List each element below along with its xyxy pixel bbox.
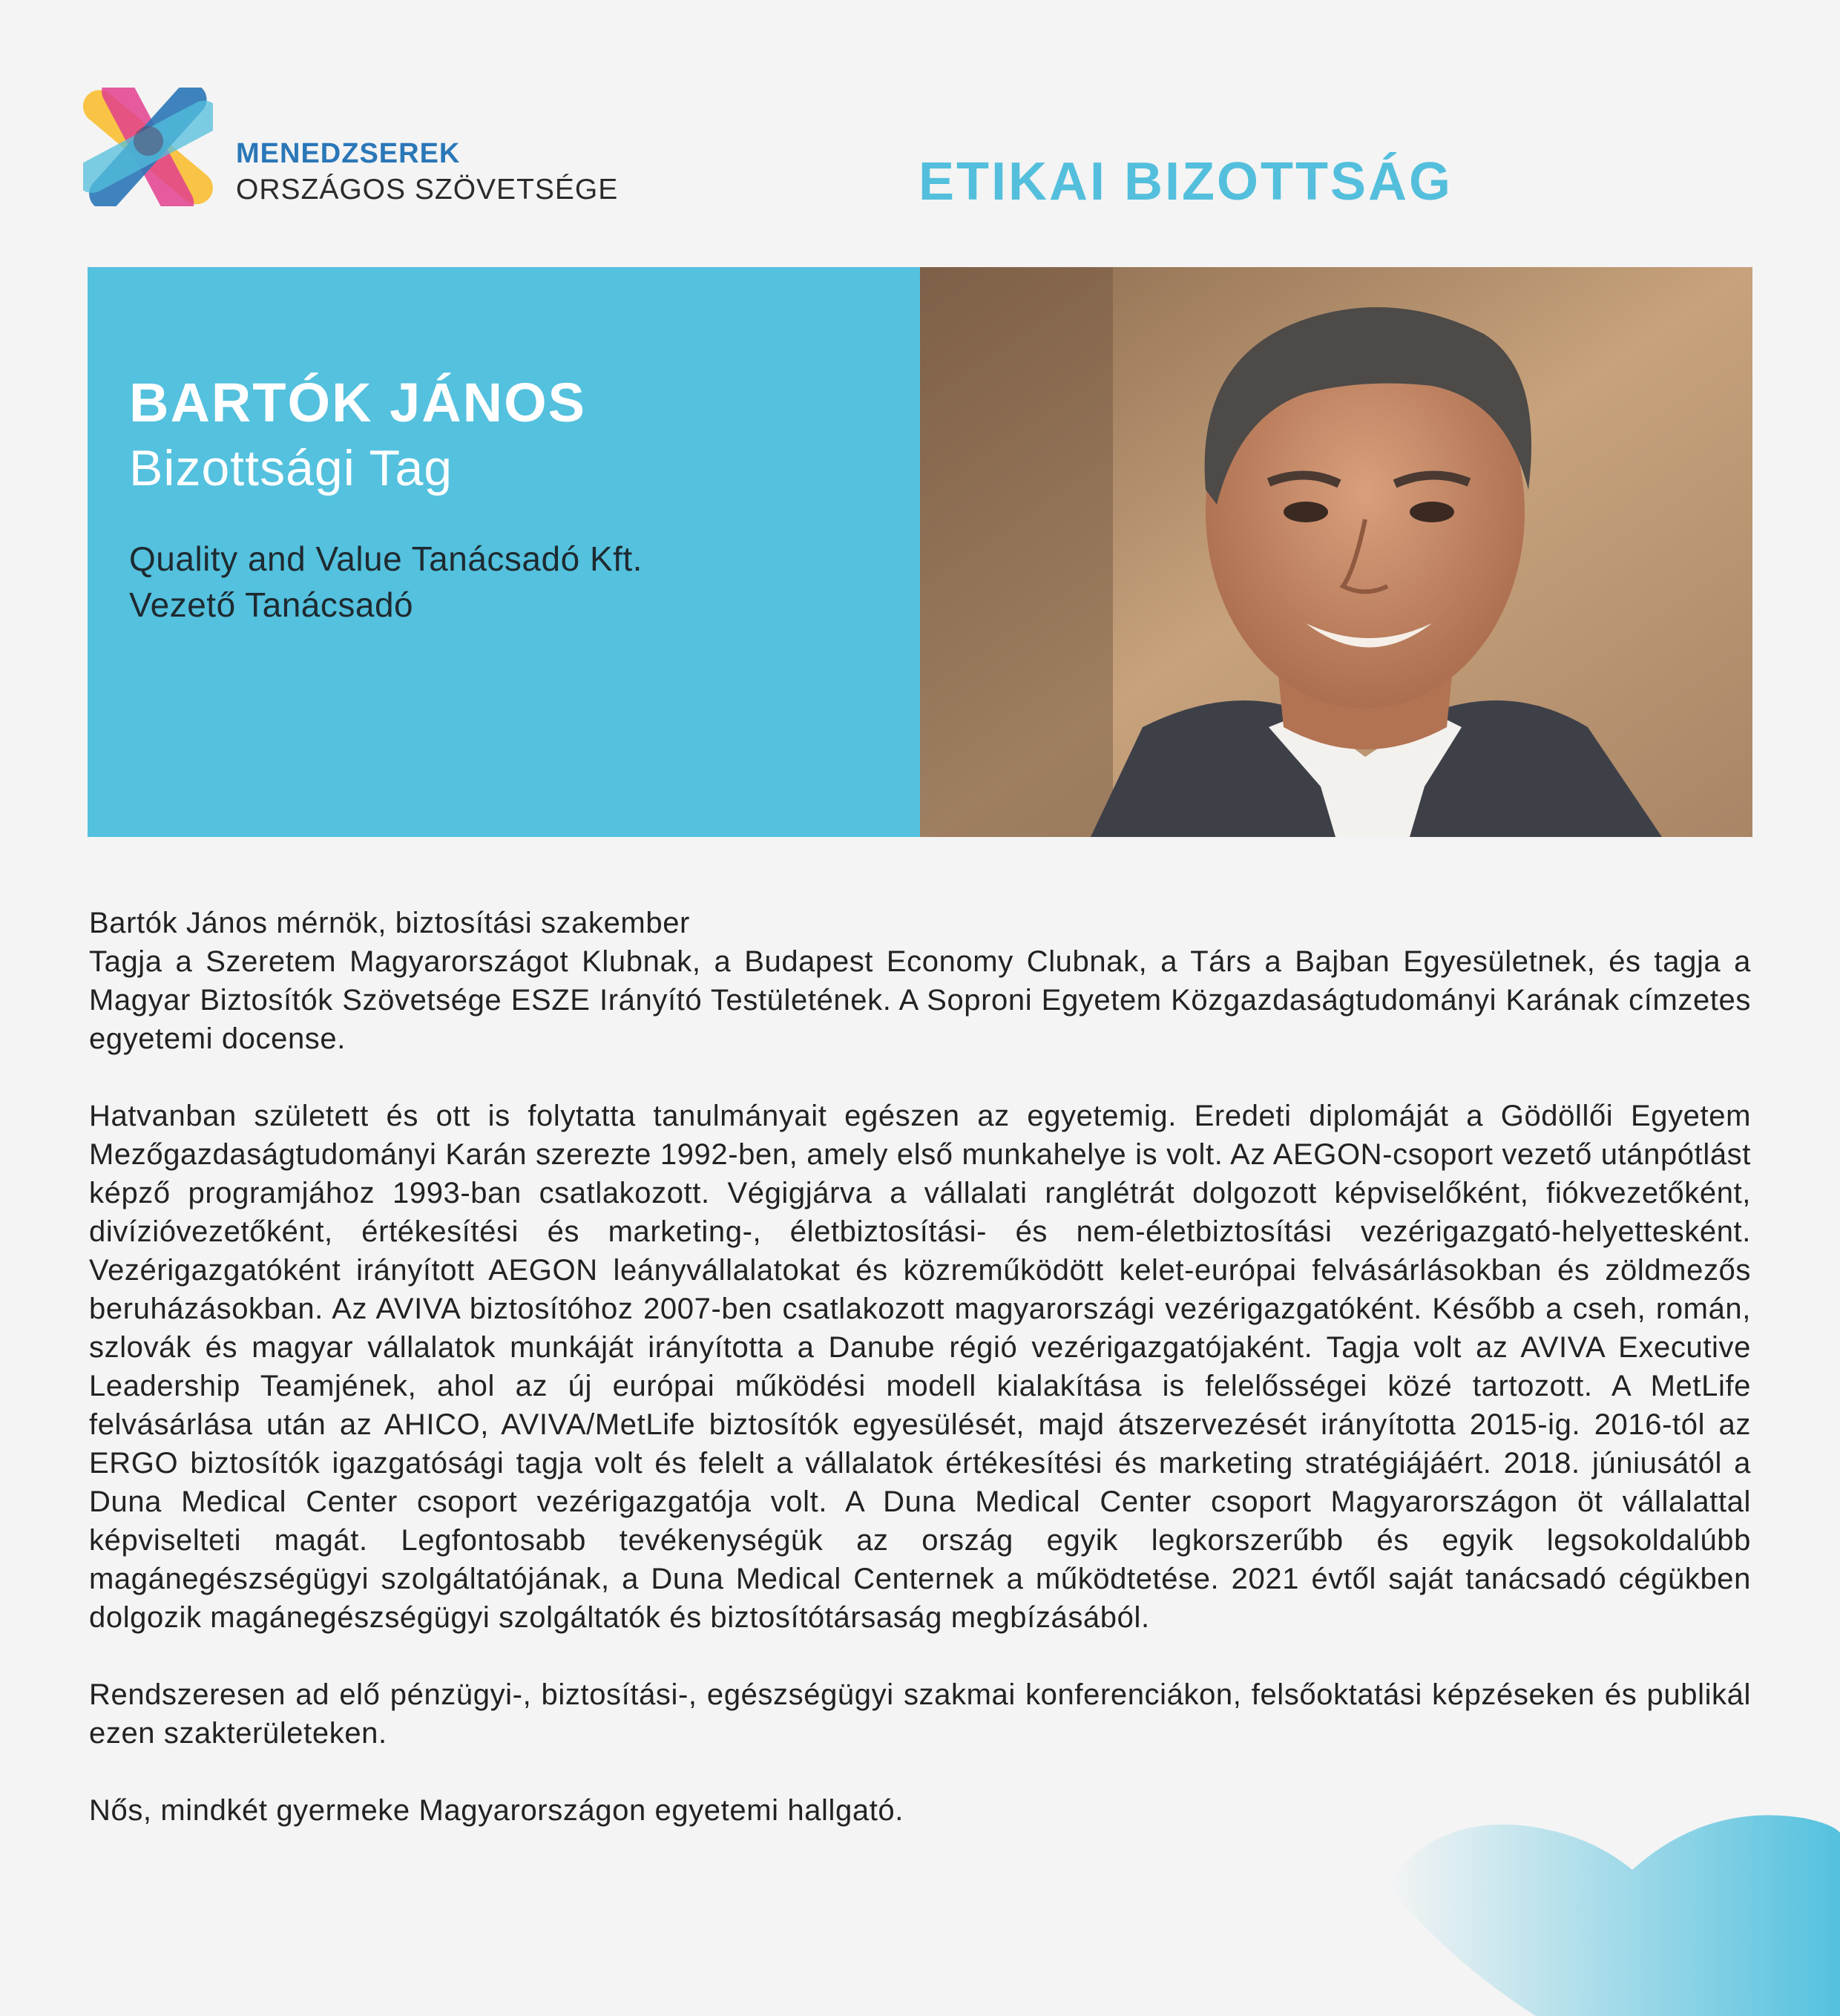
org-name-line2: ORSZÁGOS SZÖVETSÉGE [236, 174, 619, 206]
biography [89, 904, 1751, 1868]
portrait-photo [920, 267, 1752, 837]
job-title: Vezető Tanácsadó [129, 585, 414, 624]
bio-intro-text: Tagja a Szeretem Magyarországot Klubnak, a Budapest Economy Clubnak, a Társ a Bajban Egyesületnek, és tagja a Magyar Biztosítók Szövetsége ESZE Irányító Testületének. A Soproni Egyetem Közgazdaságtudományi Karának címzetes egyetemi docense. [89, 945, 1751, 1055]
org-name-line1: MENEDZSEREK [236, 138, 461, 169]
decorative-wave-shape [1387, 1810, 1840, 2016]
bio-intro-headline: Bartók János mérnök, biztosítási szakember [89, 907, 690, 939]
page-title: ETIKAI BIZOTTSÁG [919, 152, 1453, 211]
person-role: Bizottsági Tag [129, 440, 453, 496]
person-name: BARTÓK JÁNOS [129, 372, 587, 433]
organization-logo-icon [83, 88, 213, 206]
company-name: Quality and Value Tanácsadó Kft. [129, 539, 643, 578]
organization-name [236, 139, 618, 204]
bio-family-paragraph: Nős, mindkét gyermeke Magyarországon egyetemi hallgató. [89, 1794, 904, 1827]
bio-intro-paragraph [89, 904, 1751, 1058]
bio-career-paragraph: Hatvanban született és ott is folytatta tanulmányait egészen az egyetemig. Eredeti diplomáját a Gödöllői Egyetem Mezőgazdaságtudományi Karán szerezte 1992-ben, amely első munkahelye is volt. Az AEGON-csoport vezető utánpótlást képző programjához 1993-ban csatlakozott. Végigjárva a vállalati ranglétrát dolgozott képviselőként, fiókvezetőként, divízióvezetőként, értékesítési és marketing-, életbiztosítási- és nem-életbiztosítási vezérigazgató-helyettesként. Vezérigazgatóként irányított AEGON leányvállalatokat és közreműködött kelet-európai felvásárlásokban és zöldmezős beruházásokban. Az AVIVA biztosítóhoz 2007-ben csatlakozott magyarországi vezérigazgatóként. Később a cseh, román, szlovák és magyar vállalatok munkáját irányította a Danube régió vezérigazgatójaként. Tagja volt az AVIVA Executive Leadership Teamjének, ahol az új európai működési modell kialakítása is felelősségei közé tartozott. A MetLife felvásárlása után az AHICO, AVIVA/MetLife biztosítók egyesülését, majd átszervezését irányította 2015-ig. 2016-tól az ERGO biztosítók igazgatósági tagja volt és felelt a vállalatok értékesítési és marketing stratégiájáért. 2018. júniusától a Duna Medical Center csoport vezérigazgatója volt. A Duna Medical Center csoport Magyarországon öt vállalattal képviselteti magát. Legfontosabb tevékenységük az ország egyik legkorszerűbb és egyik legsokoldalúbb magánegészségügyi szolgáltatójának, a Duna Medical Centernek a működtetése. 2021 évtől saját tanácsadó cégükben dolgozik magánegészségügyi szolgáltatók és biztosítótársaság megbízásából. [89, 1100, 1751, 1634]
profile-hero [88, 267, 1752, 837]
company-info [129, 536, 643, 628]
bio-talks-paragraph: Rendszeresen ad elő pénzügyi-, biztosítási-, egészségügyi szakmai konferenciákon, felsőoktatási képzéseken és publikál ezen szakterületeken. [89, 1678, 1751, 1750]
profile-info-panel [88, 267, 920, 837]
